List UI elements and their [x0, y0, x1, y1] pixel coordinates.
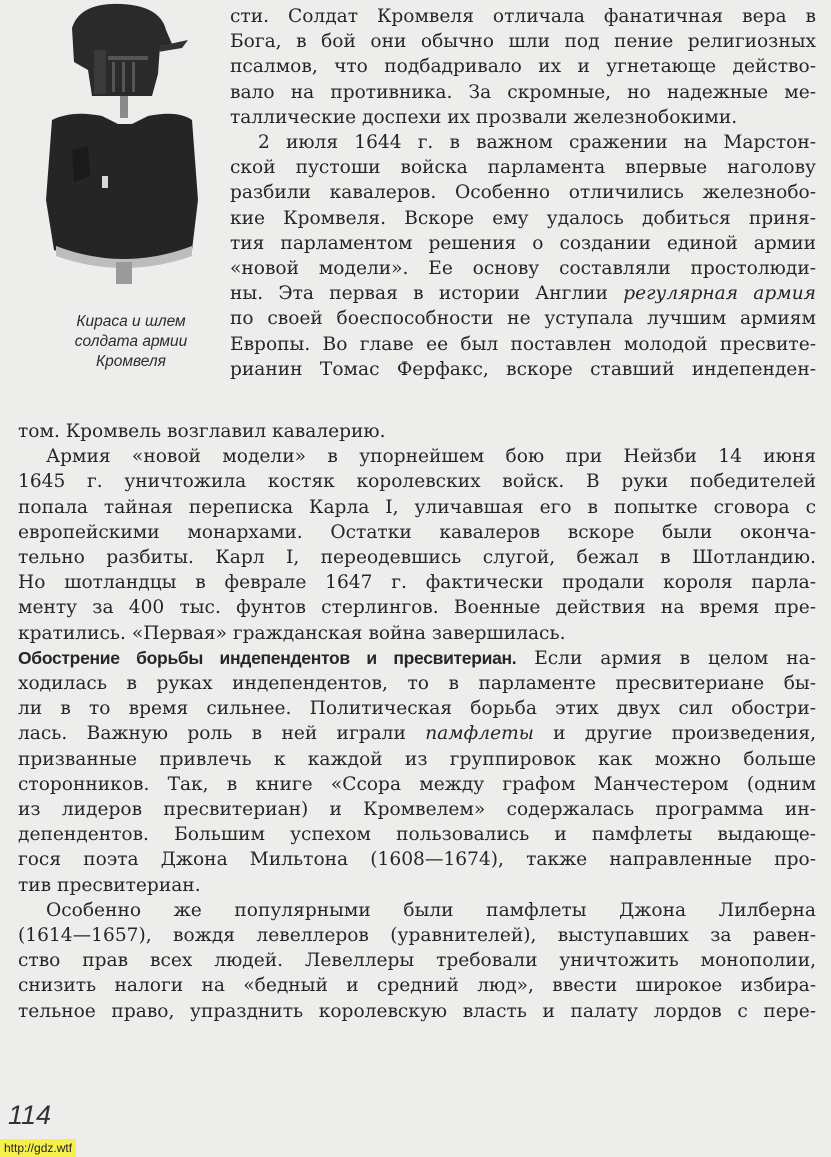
- text-line: «новой модели». Ее основу составляли простолюди-: [230, 258, 816, 280]
- text-line: ходилась в руках индепендентов, то в парламенте пресвитериане бы-: [18, 673, 816, 695]
- narrow-column-text: [230, 4, 816, 382]
- caption-line: Кромвеля: [96, 353, 166, 370]
- text-line: тив пресвитериан.: [18, 874, 201, 896]
- text-line: 1645 г. уничтожила костяк королевских войск. В руки победителей: [18, 471, 816, 493]
- text-line: ство прав всех людей. Левеллеры требовали уничтожить монополии,: [18, 950, 816, 972]
- text-line: псалмов, что подбадривало их и угнетающе действо-: [230, 56, 816, 78]
- text-line: депендентов. Большим успехом пользовались и памфлеты выдающе-: [18, 824, 816, 846]
- text-line: Особенно же популярными были памфлеты Джона Лилберна: [46, 899, 816, 921]
- text-line: таллические доспехи их прозвали железнобокими.: [230, 106, 738, 128]
- wide-column-text: [18, 419, 816, 1024]
- text-line: 2 июля 1644 г. в важном сражении на Марстон-: [258, 132, 816, 154]
- text-line: тельно разбиты. Карл I, переодевшись слугой, бежал в Шотландию.: [18, 547, 816, 569]
- text-line: Европы. Во главе ее был поставлен молодой пресвите-: [230, 333, 816, 355]
- text-line: [18, 646, 816, 671]
- caption-line: солдата армии: [74, 333, 188, 350]
- term-pamphlets: памфлеты: [425, 723, 534, 745]
- text-line: Армия «новой модели» в упорнейшем бою при Нейзби 14 июня: [46, 446, 816, 468]
- text-line: снизить налоги на «бедный и средний люд», ввести широкое избира-: [18, 975, 816, 997]
- figure-cuirass-helmet: [22, 0, 212, 400]
- text-line: Бога, в бой они обычно шли под пение религиозных: [230, 31, 816, 53]
- text-line: кратились. «Первая» гражданская война завершилась.: [18, 622, 566, 644]
- text-line: сти. Солдат Кромвеля отличала фанатичная вера в: [230, 6, 816, 27]
- text-line: разбили кавалеров. Особенно отличились железнобо-: [230, 182, 816, 204]
- text-run: и другие произведения,: [533, 723, 816, 745]
- text-line: Но шотландцы в феврале 1647 г. фактически продали короля парла-: [18, 572, 816, 594]
- caption-line: Кираса и шлем: [76, 313, 186, 330]
- text-line: тия парламентом решения о создании единой армии: [230, 232, 816, 254]
- page-number: 114: [8, 1100, 52, 1130]
- text-line: кие Кромвеля. Вскоре ему удалось добиться приня-: [230, 207, 816, 229]
- text-line: [230, 281, 816, 306]
- text-line: рианин Томас Ферфакс, вскоре ставший индепенден-: [230, 358, 816, 380]
- text-line: европейскими монархами. Остатки кавалеров вскоре были оконча-: [18, 521, 816, 543]
- text-line: (1614—1657), вождя левеллеров (уравнителей), выступавших за равен-: [18, 925, 816, 947]
- text-line: тельное право, упразднить королевскую власть и палату лордов с пере-: [18, 1000, 816, 1022]
- text-line: призванные привлечь к каждой из группировок как можно больше: [18, 748, 816, 770]
- text-line: попала тайная переписка Карла I, уличавшая его в попытке сговора с: [18, 496, 816, 518]
- cuirass-helmet-image: [32, 0, 202, 300]
- source-link[interactable]: http://gdz.wtf: [0, 1139, 76, 1157]
- figure-caption: [36, 312, 226, 372]
- text-line: из лидеров пресвитериан) и Кромвелем» содержалась программа ин-: [18, 799, 816, 821]
- text-line: ли в то время сильнее. Политическая борьба этих двух сил обостри-: [18, 698, 816, 720]
- text-line: [18, 721, 816, 746]
- text-line: сторонников. Так, в книге «Ссора между графом Манчестером (одним: [18, 773, 816, 795]
- term-regular-army: регулярная армия: [623, 283, 816, 305]
- text-line: вало на противника. За скромные, но надежные ме-: [230, 81, 816, 103]
- text-line: ской пустоши войска парламента впервые наголову: [230, 157, 816, 179]
- text-run: Если армия в целом на-: [516, 647, 816, 669]
- section-heading: Обострение борьбы индепендентов и пресвитериан.: [18, 647, 517, 668]
- text-run: ны. Эта первая в истории Англии: [230, 283, 624, 305]
- text-line: гося поэта Джона Мильтона (1608—1674), также направленные про-: [18, 849, 816, 871]
- text-line: менту за 400 тыс. фунтов стерлингов. Военные действия на время пре-: [18, 597, 816, 619]
- text-line: по своей боеспособности не уступала лучшим армиям: [230, 308, 816, 330]
- text-run: лась. Важную роль в ней играли: [18, 723, 426, 745]
- text-line: том. Кромвель возглавил кавалерию.: [18, 421, 386, 442]
